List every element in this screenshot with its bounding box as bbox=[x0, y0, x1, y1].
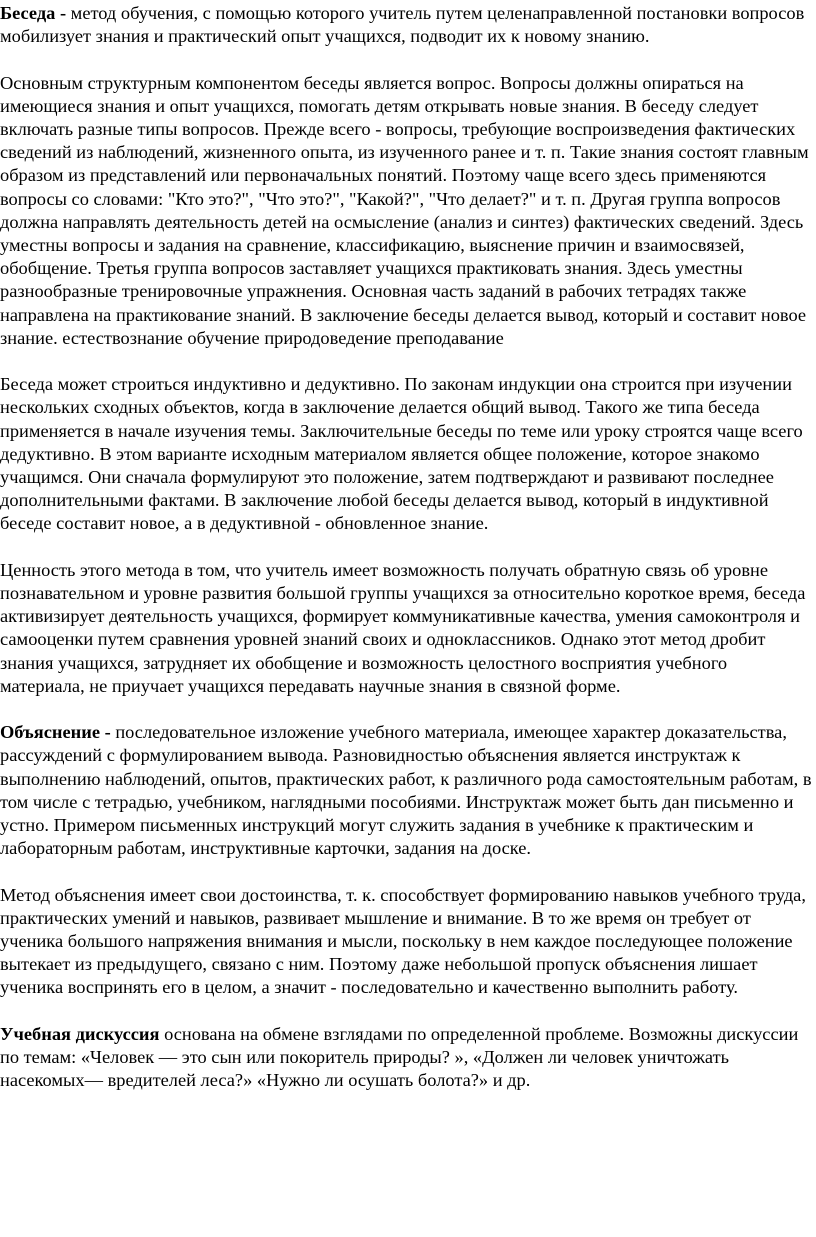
paragraph-discussion bbox=[0, 1023, 816, 1093]
paragraph-explanation-definition bbox=[0, 721, 816, 860]
paragraph-text: Основным структурным компонентом беседы является вопрос. Вопросы должны опираться на имеющиеся знания и опыт учащихся, помогать детям открывать новые знания. В беседу следует включать разные типы вопросов. Прежде всего - вопросы, требующие воспроизведения фактических сведений из наблюдений, жизненного опыта, из изученного ранее и т. п. Такие знания состоят главным образом из представлений или первоначальных понятий. Поэтому чаще всего здесь применяются вопросы со словами: "Кто это?", "Что это?", "Какой?", "Что делает?" и т. п. Другая группа вопросов должна направлять деятельность детей на осмысление (анализ и синтез) фактических сведений. Здесь уместны вопросы и задания на сравнение, классификацию, выяснение причин и взаимосвязей, обобщение. Третья группа вопросов заставляет учащихся практиковать знания. Здесь уместны разнообразные тренировочные упражнения. Основная часть заданий в рабочих тетрадях также направлена на практикование знаний. В заключение беседы делается вывод, который и составит новое знание. естествознание обучение природоведение преподавание bbox=[0, 72, 809, 348]
paragraph-beseda-definition bbox=[0, 2, 816, 48]
term-discussion: Учебная дискуссия bbox=[0, 1023, 160, 1044]
paragraph-text: основана на обмене взглядами по определенной проблеме. Возможны дискуссии по темам: «Человек — это сын или покоритель природы? », «Должен ли человек уничтожать насекомых— вредителей леса?» «Нужно ли осушать болота?» и др. bbox=[0, 1023, 799, 1091]
paragraph-method-value bbox=[0, 559, 816, 698]
paragraph-text: Беседа может строиться индуктивно и дедуктивно. По законам индукции она строится при изучении нескольких сходных объектов, когда в заключение делается общий вывод. Такого же типа беседа применяется в начале изучения темы. Заключительные беседы по теме или уроку строятся чаще всего дедуктивно. В этом варианте исходным материалом является общее положение, которое знакомо учащимся. Они сначала формулируют это положение, затем подтверждают и развивают последнее дополнительными фактами. В заключение любой беседы делается вывод, который в индуктивной беседе составит новое, а в дедуктивной - обновленное знание. bbox=[0, 374, 803, 534]
paragraph-text: Ценность этого метода в том, что учитель имеет возможность получать обратную связь об уровне познавательном и уровне развития большой группы учащихся за относительно короткое время, беседа активизирует деятельность учащихся, формирует коммуникативные качества, умения самоконтроля и самооценки путем сравнения уровней знаний своих и одноклассников. Однако этот метод дробит знания учащихся, затрудняет их обобщение и возможность целостного восприятия учебного материала, не приучает учащихся передавать научные знания в связной форме. bbox=[0, 559, 806, 696]
paragraph-text: последовательное изложение учебного материала, имеющее характер доказательства, рассуждений с формулированием вывода. Разновидностью объяснения является инструктаж к выполнению наблюдений, опытов, практических работ, к различного рода самостоятельным работам, в том числе с тетрадью, учебником, наглядными пособиями. Инструктаж может быть дан письменно и устно. Примером письменных инструкций могут служить задания в учебнике к практическим и лабораторным работам, инструктивные карточки, задания на доске. bbox=[0, 722, 812, 859]
paragraph-text: Метод объяснения имеет свои достоинства, т. к. способствует формированию навыков учебного труда, практических умений и навыков, развивает мышление и внимание. В то же время он требует от ученика большого напряжения внимания и мысли, поскольку в нем каждое последующее положение вытекает из предыдущего, связано с ним. Поэтому даже небольшой пропуск объяснения лишает ученика воспринять его в целом, а значит - последовательно и качественно выполнить работу. bbox=[0, 884, 806, 998]
term-beseda: Беседа - bbox=[0, 3, 67, 23]
paragraph-inductive-deductive bbox=[0, 373, 816, 535]
paragraph-explanation-merits bbox=[0, 884, 816, 1000]
paragraph-question-types bbox=[0, 72, 816, 350]
paragraph-text: метод обучения, с помощью которого учитель путем целенаправленной постановки вопросов мобилизует знания и практический опыт учащихся, подводит их к новому знанию. bbox=[0, 3, 805, 47]
term-explanation: Объяснение - bbox=[0, 722, 111, 743]
